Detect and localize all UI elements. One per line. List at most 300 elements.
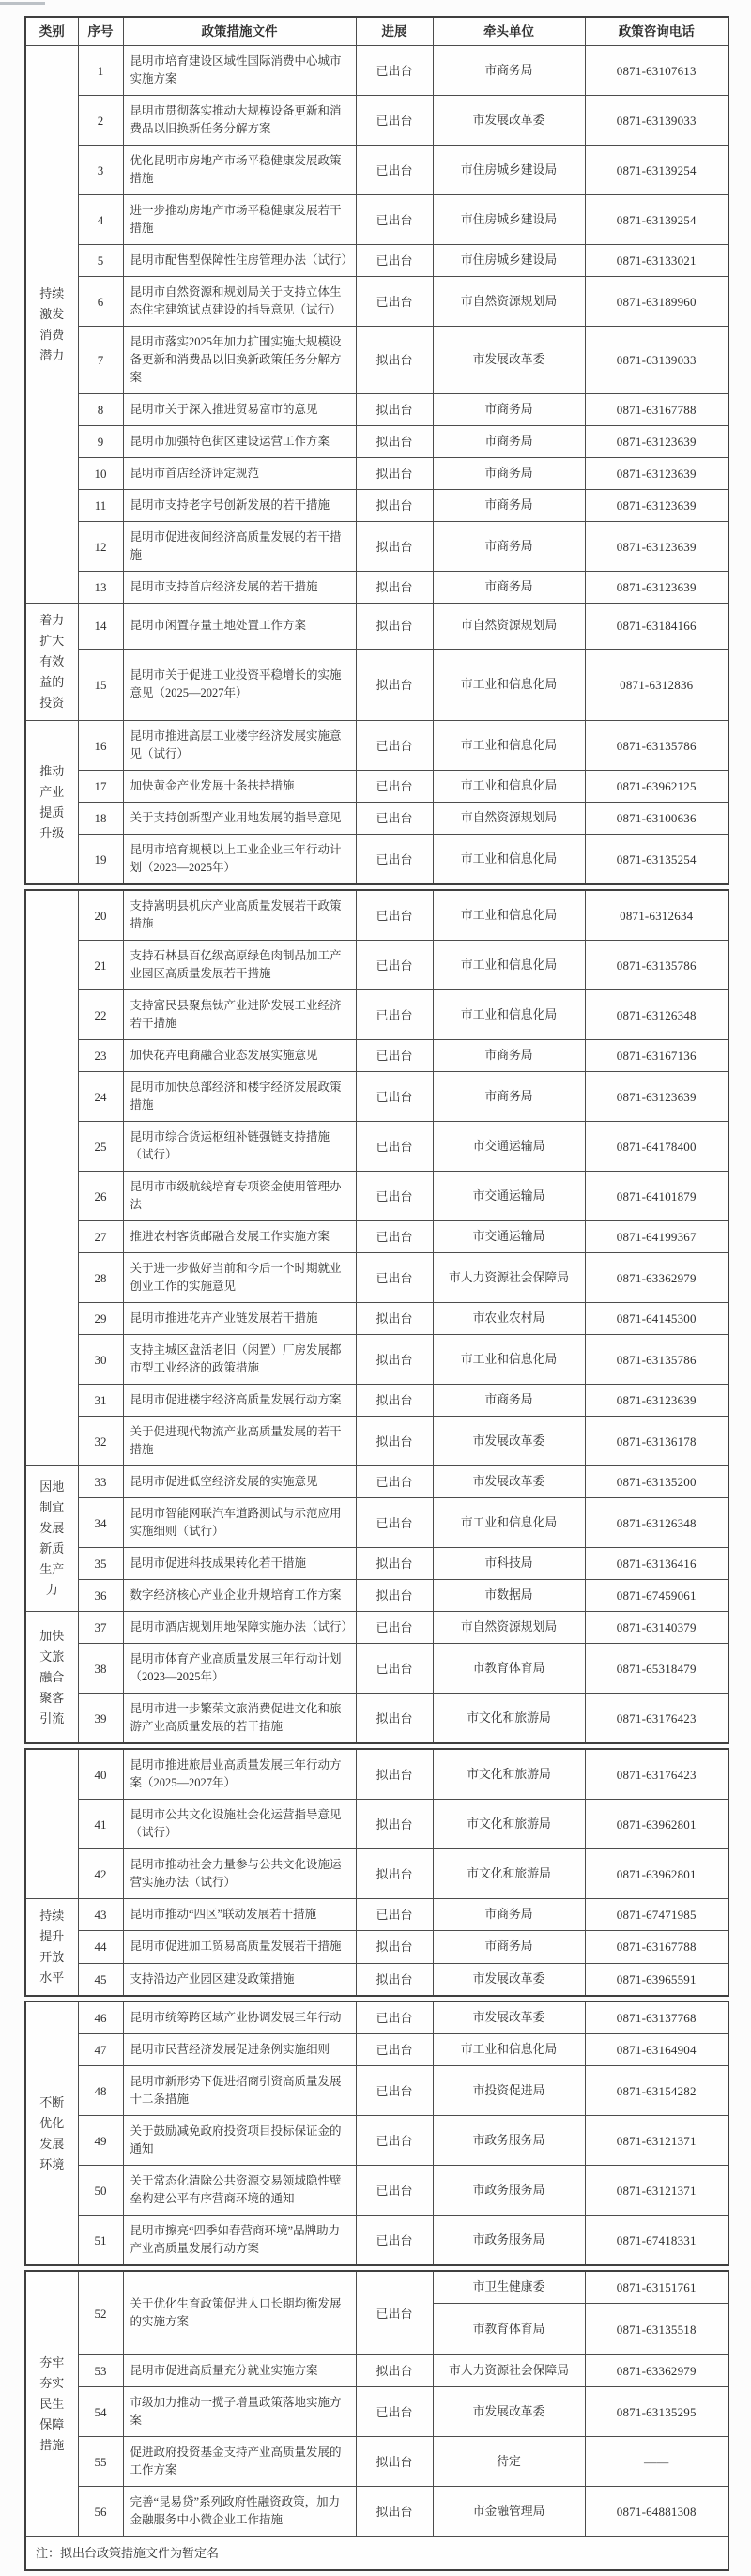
phone-cell: 0871-64101879 xyxy=(585,1172,728,1221)
unit-cell: 市商务局 xyxy=(433,522,585,572)
status-cell: 已出台 xyxy=(356,2387,433,2437)
status-cell: 已出台 xyxy=(356,1253,433,1303)
unit-cell: 市发展改革委 xyxy=(433,327,585,394)
unit-cell: 市商务局 xyxy=(433,1385,585,1417)
phone-cell: 0871-63139033 xyxy=(585,327,728,394)
table-body xyxy=(25,46,728,885)
document-cell: 昆明市推进花卉产业链发展若干措施 xyxy=(123,1303,356,1335)
unit-cell: 市工业和信息化局 xyxy=(433,835,585,885)
unit-cell: 市交通运输局 xyxy=(433,1221,585,1253)
phone-cell: 0871-63135518 xyxy=(585,2304,728,2355)
phone-cell: 0871-63962801 xyxy=(585,1800,728,1849)
table-row xyxy=(25,803,728,835)
unit-cell: 市商务局 xyxy=(433,1040,585,1072)
status-cell: 已出台 xyxy=(356,96,433,146)
phone-cell: 0871-63121371 xyxy=(585,2166,728,2216)
unit-cell: 市文化和旅游局 xyxy=(433,1749,585,1800)
row-number-cell: 35 xyxy=(78,1548,123,1580)
table-row xyxy=(25,1749,728,1800)
table-row xyxy=(25,426,728,458)
table-row xyxy=(25,1303,728,1335)
policy-tables-container xyxy=(24,16,728,2571)
status-cell: 拟出台 xyxy=(356,1335,433,1385)
unit-cell: 市发展改革委 xyxy=(433,96,585,146)
status-cell: 已出台 xyxy=(356,1612,433,1644)
table-row xyxy=(25,327,728,394)
table-row xyxy=(25,1612,728,1644)
status-cell: 拟出台 xyxy=(356,1548,433,1580)
phone-cell: 0871-64178400 xyxy=(585,1122,728,1172)
table-row xyxy=(25,835,728,885)
row-number-cell: 38 xyxy=(78,1644,123,1694)
row-number-cell: 49 xyxy=(78,2116,123,2166)
unit-cell: 市金融管理局 xyxy=(433,2487,585,2537)
phone-cell: 0871-63121371 xyxy=(585,2116,728,2166)
row-number-cell: 55 xyxy=(78,2437,123,2487)
table-row xyxy=(25,2166,728,2216)
table-row xyxy=(25,1335,728,1385)
table-row xyxy=(25,277,728,327)
row-number-cell: 24 xyxy=(78,1072,123,1122)
table-row xyxy=(25,990,728,1040)
phone-cell: 0871-65318479 xyxy=(585,1644,728,1694)
status-cell: 拟出台 xyxy=(356,1417,433,1466)
table-row xyxy=(25,1417,728,1466)
status-cell: 拟出台 xyxy=(356,327,433,394)
table-row xyxy=(25,1963,728,1996)
row-number-cell: 45 xyxy=(78,1963,123,1996)
document-cell: 完善“昆易贷”系列政府性融资政策，加力金融服务中小微企业工作措施 xyxy=(123,2487,356,2537)
phone-cell: 0871-63135254 xyxy=(585,835,728,885)
row-number-cell: 23 xyxy=(78,1040,123,1072)
unit-cell: 市教育体育局 xyxy=(433,2304,585,2355)
row-number-cell: 48 xyxy=(78,2066,123,2116)
document-cell: 支持富民县聚焦钛产业进阶发展工业经济若干措施 xyxy=(123,990,356,1040)
unit-cell: 市自然资源规划局 xyxy=(433,277,585,327)
phone-cell: 0871-63123639 xyxy=(585,522,728,572)
unit-cell: 市工业和信息化局 xyxy=(433,1335,585,1385)
document-cell: 市级加力推动一揽子增量政策落地实施方案 xyxy=(123,2387,356,2437)
document-cell: 支持沿边产业园区建设政策措施 xyxy=(123,1963,356,1996)
table-row xyxy=(25,1122,728,1172)
table-body xyxy=(25,2001,728,2265)
document-cell: 昆明市加强特色街区建设运营工作方案 xyxy=(123,426,356,458)
document-cell: 昆明市配售型保障性住房管理办法（试行） xyxy=(123,245,356,277)
row-number-cell: 9 xyxy=(78,426,123,458)
status-cell: 拟出台 xyxy=(356,490,433,522)
table-row xyxy=(25,2355,728,2387)
policy-table-section xyxy=(24,2001,729,2266)
column-header: 政策咨询电话 xyxy=(585,17,728,46)
status-cell: 已出台 xyxy=(356,771,433,803)
category-cell: 着力扩大有效益的投资 xyxy=(25,604,78,721)
status-cell: 已出台 xyxy=(356,2116,433,2166)
phone-cell: 0871-63123639 xyxy=(585,490,728,522)
status-cell: 拟出台 xyxy=(356,1800,433,1849)
document-cell: 关于促进现代物流产业高质量发展的若干措施 xyxy=(123,1417,356,1466)
table-row xyxy=(25,1644,728,1694)
document-cell: 昆明市酒店规划用地保障实施办法（试行） xyxy=(123,1612,356,1644)
document-cell: 昆明市促进低空经济发展的实施意见 xyxy=(123,1466,356,1498)
phone-cell: 0871-63139033 xyxy=(585,96,728,146)
row-number-cell: 13 xyxy=(78,572,123,604)
document-cell: 数字经济核心产业企业升规培育工作方案 xyxy=(123,1580,356,1612)
unit-cell: 市教育体育局 xyxy=(433,1644,585,1694)
table-row xyxy=(25,2116,728,2166)
row-number-cell: 54 xyxy=(78,2387,123,2437)
phone-cell: 0871-6312836 xyxy=(585,649,728,720)
unit-cell: 市商务局 xyxy=(433,426,585,458)
phone-cell: 0871-63126348 xyxy=(585,990,728,1040)
unit-cell: 市住房城乡建设局 xyxy=(433,146,585,195)
status-cell: 已出台 xyxy=(356,2066,433,2116)
table-row xyxy=(25,522,728,572)
status-cell: 已出台 xyxy=(356,146,433,195)
row-number-cell: 15 xyxy=(78,649,123,720)
row-number-cell: 4 xyxy=(78,195,123,245)
phone-cell: 0871-63123639 xyxy=(585,572,728,604)
document-cell: 昆明市进一步繁荣文旅消费促进文化和旅游产业高质量发展的若干措施 xyxy=(123,1694,356,1744)
document-cell: 昆明市落实2025年加力扩围实施大规模设备更新和消费品以旧换新政策任务分解方案 xyxy=(123,327,356,394)
table-row xyxy=(25,2437,728,2487)
unit-cell: 市工业和信息化局 xyxy=(433,2034,585,2066)
phone-cell: 0871-63140379 xyxy=(585,1612,728,1644)
unit-cell: 市商务局 xyxy=(433,1899,585,1931)
category-cell: 推动产业提质升级 xyxy=(25,721,78,885)
document-cell: 加快花卉电商融合业态发展实施意见 xyxy=(123,1040,356,1072)
unit-cell: 市商务局 xyxy=(433,1072,585,1122)
table-row xyxy=(25,1466,728,1498)
phone-cell: 0871-63135200 xyxy=(585,1466,728,1498)
status-cell: 已出台 xyxy=(356,1221,433,1253)
document-cell: 关于支持创新型产业用地发展的指导意见 xyxy=(123,803,356,835)
phone-cell: 0871-63184166 xyxy=(585,604,728,650)
document-cell: 昆明市支持老字号创新发展的若干措施 xyxy=(123,490,356,522)
row-number-cell: 6 xyxy=(78,277,123,327)
phone-cell: 0871-63135786 xyxy=(585,721,728,771)
table-row xyxy=(25,649,728,720)
status-cell: 拟出台 xyxy=(356,1849,433,1899)
status-cell: 已出台 xyxy=(356,2034,433,2066)
phone-cell: 0871-63136178 xyxy=(585,1417,728,1466)
phone-cell: 0871-63136416 xyxy=(585,1548,728,1580)
table-row xyxy=(25,1040,728,1072)
policy-table-section xyxy=(24,1748,729,1997)
row-number-cell: 16 xyxy=(78,721,123,771)
unit-cell: 市政务服务局 xyxy=(433,2116,585,2166)
status-cell: 已出台 xyxy=(356,990,433,1040)
document-cell: 昆明市综合货运枢纽补链强链支持措施（试行） xyxy=(123,1122,356,1172)
status-cell: 已出台 xyxy=(356,941,433,990)
table-row xyxy=(25,1580,728,1612)
phone-cell: 0871-63139254 xyxy=(585,195,728,245)
table-row xyxy=(25,46,728,96)
unit-cell: 市发展改革委 xyxy=(433,2001,585,2034)
document-cell: 昆明市民营经济发展促进条例实施细则 xyxy=(123,2034,356,2066)
table-row xyxy=(25,941,728,990)
document-cell: 支持嵩明县机床产业高质量发展若干政策措施 xyxy=(123,890,356,941)
unit-cell: 市商务局 xyxy=(433,572,585,604)
phone-cell: 0871-63167788 xyxy=(585,394,728,426)
row-number-cell: 8 xyxy=(78,394,123,426)
phone-cell: 0871-67471985 xyxy=(585,1899,728,1931)
status-cell: 拟出台 xyxy=(356,1963,433,1996)
row-number-cell: 19 xyxy=(78,835,123,885)
table-row xyxy=(25,1548,728,1580)
unit-cell: 市自然资源规划局 xyxy=(433,604,585,650)
row-number-cell: 11 xyxy=(78,490,123,522)
row-number-cell: 33 xyxy=(78,1466,123,1498)
document-cell: 昆明市推进旅居业高质量发展三年行动方案（2025—2027年） xyxy=(123,1749,356,1800)
row-number-cell: 7 xyxy=(78,327,123,394)
table-row xyxy=(25,1172,728,1221)
page-edge-artifact xyxy=(0,2,45,5)
row-number-cell: 32 xyxy=(78,1417,123,1466)
document-cell: 昆明市市级航线培育专项资金使用管理办法 xyxy=(123,1172,356,1221)
unit-cell: 市人力资源社会保障局 xyxy=(433,2355,585,2387)
status-cell: 已出台 xyxy=(356,1498,433,1548)
status-cell: 已出台 xyxy=(356,1040,433,1072)
phone-cell: 0871-64199367 xyxy=(585,1221,728,1253)
column-header: 序号 xyxy=(78,17,123,46)
phone-cell: 0871-63176423 xyxy=(585,1694,728,1744)
status-cell: 拟出台 xyxy=(356,604,433,650)
row-number-cell: 21 xyxy=(78,941,123,990)
status-cell: 已出台 xyxy=(356,803,433,835)
table-row xyxy=(25,604,728,650)
phone-cell: 0871-67418331 xyxy=(585,2216,728,2266)
row-number-cell: 41 xyxy=(78,1800,123,1849)
status-cell: 拟出台 xyxy=(356,394,433,426)
status-cell: 已出台 xyxy=(356,721,433,771)
unit-cell: 市科技局 xyxy=(433,1548,585,1580)
phone-cell: 0871-63135786 xyxy=(585,941,728,990)
table-row xyxy=(25,245,728,277)
unit-cell: 市工业和信息化局 xyxy=(433,649,585,720)
category-cell: 持续激发消费潜力 xyxy=(25,46,78,604)
row-number-cell: 40 xyxy=(78,1749,123,1800)
table-header xyxy=(25,17,728,46)
document-cell: 昆明市促进夜间经济高质量发展的若干措施 xyxy=(123,522,356,572)
row-number-cell: 22 xyxy=(78,990,123,1040)
table-row xyxy=(25,2487,728,2537)
document-cell: 昆明市自然资源和规划局关于支持立体生态住宅建筑试点建设的指导意见（试行） xyxy=(123,277,356,327)
status-cell: 拟出台 xyxy=(356,1385,433,1417)
table-row xyxy=(25,2271,728,2304)
category-cell xyxy=(25,1749,78,1899)
row-number-cell: 17 xyxy=(78,771,123,803)
row-number-cell: 26 xyxy=(78,1172,123,1221)
table-body xyxy=(25,2271,728,2570)
phone-cell: 0871-63133021 xyxy=(585,245,728,277)
unit-cell: 市商务局 xyxy=(433,46,585,96)
phone-cell: 0871-63126348 xyxy=(585,1498,728,1548)
table-row xyxy=(25,1694,728,1744)
policy-table-section xyxy=(24,2270,729,2571)
table-body xyxy=(25,890,728,1743)
row-number-cell: 50 xyxy=(78,2166,123,2216)
unit-cell: 市商务局 xyxy=(433,490,585,522)
phone-cell: 0871-63167136 xyxy=(585,1040,728,1072)
unit-cell: 市文化和旅游局 xyxy=(433,1800,585,1849)
table-row xyxy=(25,1385,728,1417)
row-number-cell: 52 xyxy=(78,2271,123,2355)
phone-cell: 0871-63107613 xyxy=(585,46,728,96)
column-header: 类别 xyxy=(25,17,78,46)
phone-cell: 0871-63139254 xyxy=(585,146,728,195)
phone-cell: 0871-63135295 xyxy=(585,2387,728,2437)
row-number-cell: 53 xyxy=(78,2355,123,2387)
row-number-cell: 31 xyxy=(78,1385,123,1417)
status-cell: 已出台 xyxy=(356,195,433,245)
phone-cell: 0871-63135786 xyxy=(585,1335,728,1385)
phone-cell: 0871-63123639 xyxy=(585,1072,728,1122)
row-number-cell: 14 xyxy=(78,604,123,650)
phone-cell: 0871-63189960 xyxy=(585,277,728,327)
category-cell: 持续提升开放水平 xyxy=(25,1899,78,1997)
document-cell: 昆明市促进高质量充分就业实施方案 xyxy=(123,2355,356,2387)
status-cell: 拟出台 xyxy=(356,2487,433,2537)
row-number-cell: 25 xyxy=(78,1122,123,1172)
document-cell: 关于鼓励减免政府投资项目投标保证金的通知 xyxy=(123,2116,356,2166)
table-row xyxy=(25,1849,728,1899)
unit-cell: 市文化和旅游局 xyxy=(433,1849,585,1899)
unit-cell: 市数据局 xyxy=(433,1580,585,1612)
status-cell: 已出台 xyxy=(356,245,433,277)
policy-table-section xyxy=(24,889,729,1744)
table-row xyxy=(25,490,728,522)
table-row xyxy=(25,572,728,604)
status-cell: 已出台 xyxy=(356,1172,433,1221)
status-cell: 已出台 xyxy=(356,1122,433,1172)
table-row xyxy=(25,1072,728,1122)
document-cell: 昆明市新形势下促进招商引资高质量发展十二条措施 xyxy=(123,2066,356,2116)
row-number-cell: 47 xyxy=(78,2034,123,2066)
unit-cell: 市投资促进局 xyxy=(433,2066,585,2116)
table-row xyxy=(25,1931,728,1963)
phone-cell: 0871-63965591 xyxy=(585,1963,728,1996)
status-cell: 拟出台 xyxy=(356,458,433,490)
status-cell: 拟出台 xyxy=(356,1694,433,1744)
status-cell: 拟出台 xyxy=(356,1931,433,1963)
column-header: 政策措施文件 xyxy=(123,17,356,46)
phone-cell: 0871-67459061 xyxy=(585,1580,728,1612)
unit-cell: 市工业和信息化局 xyxy=(433,771,585,803)
row-number-cell: 43 xyxy=(78,1899,123,1931)
table-row xyxy=(25,2001,728,2034)
row-number-cell: 18 xyxy=(78,803,123,835)
unit-cell: 待定 xyxy=(433,2437,585,2487)
policy-table-section xyxy=(24,16,729,885)
unit-cell: 市交通运输局 xyxy=(433,1122,585,1172)
unit-cell: 市发展改革委 xyxy=(433,1466,585,1498)
table-row xyxy=(25,1800,728,1849)
row-number-cell: 39 xyxy=(78,1694,123,1744)
table-row xyxy=(25,394,728,426)
row-number-cell: 28 xyxy=(78,1253,123,1303)
phone-cell: 0871-63962125 xyxy=(585,771,728,803)
row-number-cell: 44 xyxy=(78,1931,123,1963)
document-cell: 昆明市智能网联汽车道路测试与示范应用实施细则（试行） xyxy=(123,1498,356,1548)
document-cell: 昆明市统筹跨区域产业协调发展三年行动 xyxy=(123,2001,356,2034)
category-cell: 加快文旅融合聚客引流 xyxy=(25,1612,78,1744)
document-cell: 昆明市促进加工贸易高质量发展若干措施 xyxy=(123,1931,356,1963)
unit-cell: 市工业和信息化局 xyxy=(433,941,585,990)
document-cell: 昆明市加快总部经济和楼宇经济发展政策措施 xyxy=(123,1072,356,1122)
document-cell: 进一步推动房地产市场平稳健康发展若干措施 xyxy=(123,195,356,245)
unit-cell: 市住房城乡建设局 xyxy=(433,195,585,245)
status-cell: 已出台 xyxy=(356,1899,433,1931)
category-cell: 不断优化发展环境 xyxy=(25,2001,78,2265)
unit-cell: 市自然资源规划局 xyxy=(433,1612,585,1644)
status-cell: 已出台 xyxy=(356,1072,433,1122)
unit-cell: 市文化和旅游局 xyxy=(433,1694,585,1744)
table-row xyxy=(25,890,728,941)
status-cell: 已出台 xyxy=(356,277,433,327)
table-row xyxy=(25,96,728,146)
note-row xyxy=(25,2537,728,2571)
document-cell: 支持主城区盘活老旧（闲置）厂房发展都市型工业经济的政策措施 xyxy=(123,1335,356,1385)
phone-cell: 0871-63176423 xyxy=(585,1749,728,1800)
category-cell: 夯牢夯实民生保障措施 xyxy=(25,2271,78,2537)
unit-cell: 市自然资源规划局 xyxy=(433,803,585,835)
phone-cell: 0871-63123639 xyxy=(585,458,728,490)
table-body xyxy=(25,1749,728,1996)
unit-cell: 市发展改革委 xyxy=(433,1417,585,1466)
document-cell: 昆明市关于深入推进贸易富市的意见 xyxy=(123,394,356,426)
document-cell: 昆明市擦亮“四季如春营商环境”品牌助力产业高质量发展行动方案 xyxy=(123,2216,356,2266)
row-number-cell: 3 xyxy=(78,146,123,195)
document-cell: 推进农村客货邮融合发展工作实施方案 xyxy=(123,1221,356,1253)
unit-cell: 市交通运输局 xyxy=(433,1172,585,1221)
status-cell: 已出台 xyxy=(356,2271,433,2355)
phone-cell: 0871-63362979 xyxy=(585,1253,728,1303)
table-row xyxy=(25,195,728,245)
status-cell: 拟出台 xyxy=(356,1303,433,1335)
table-row xyxy=(25,2066,728,2116)
table-row xyxy=(25,1899,728,1931)
unit-cell: 市农业农村局 xyxy=(433,1303,585,1335)
document-cell: 昆明市推进高层工业楼宇经济发展实施意见（试行） xyxy=(123,721,356,771)
row-number-cell: 5 xyxy=(78,245,123,277)
document-cell: 昆明市培育建设区域性国际消费中心城市实施方案 xyxy=(123,46,356,96)
phone-cell: 0871-63151761 xyxy=(585,2271,728,2304)
row-number-cell: 34 xyxy=(78,1498,123,1548)
unit-cell: 市工业和信息化局 xyxy=(433,1498,585,1548)
table-row xyxy=(25,721,728,771)
unit-cell: 市工业和信息化局 xyxy=(433,890,585,941)
status-cell: 拟出台 xyxy=(356,649,433,720)
row-number-cell: 56 xyxy=(78,2487,123,2537)
phone-cell: 0871-63123639 xyxy=(585,426,728,458)
row-number-cell: 2 xyxy=(78,96,123,146)
document-cell: 昆明市推动社会力量参与公共文化设施运营实施办法（试行） xyxy=(123,1849,356,1899)
phone-cell: 0871-63123639 xyxy=(585,1385,728,1417)
row-number-cell: 29 xyxy=(78,1303,123,1335)
phone-cell: 0871-63100636 xyxy=(585,803,728,835)
row-number-cell: 30 xyxy=(78,1335,123,1385)
unit-cell: 市人力资源社会保障局 xyxy=(433,1253,585,1303)
status-cell: 已出台 xyxy=(356,2001,433,2034)
unit-cell: 市住房城乡建设局 xyxy=(433,245,585,277)
document-cell: 支持石林县百亿级高原绿色肉制品加工产业园区高质量发展若干措施 xyxy=(123,941,356,990)
row-number-cell: 12 xyxy=(78,522,123,572)
document-cell: 昆明市首店经济评定规范 xyxy=(123,458,356,490)
phone-cell: 0871-63154282 xyxy=(585,2066,728,2116)
status-cell: 已出台 xyxy=(356,1644,433,1694)
table-row xyxy=(25,458,728,490)
status-cell: 已出台 xyxy=(356,2216,433,2266)
